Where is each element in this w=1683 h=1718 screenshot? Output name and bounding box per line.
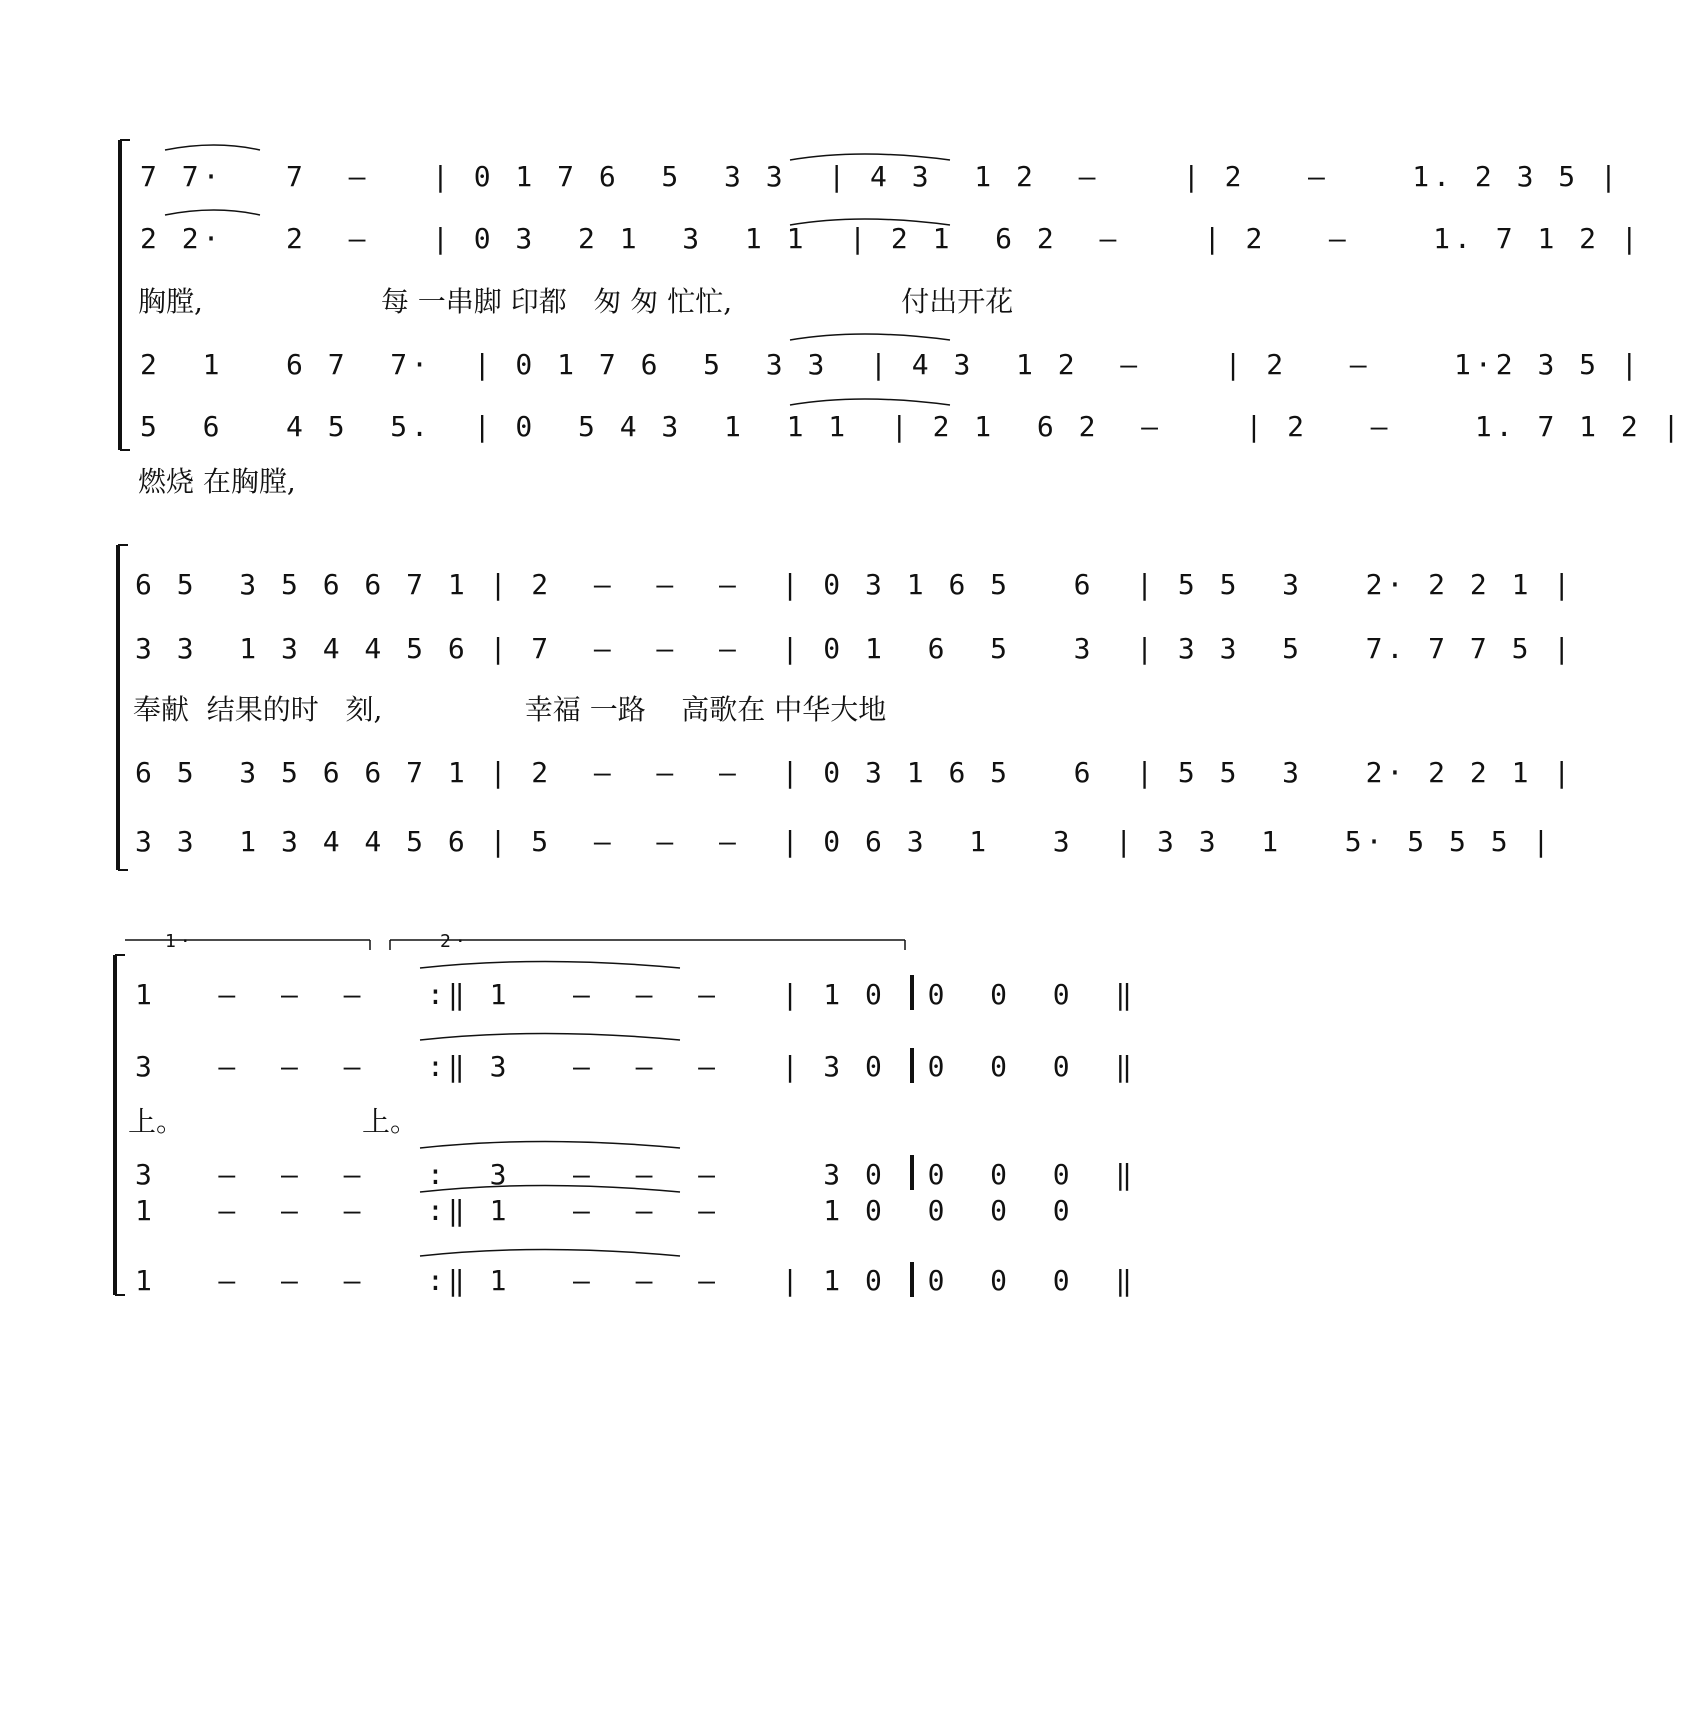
- system1-staff4: 5 6 4 5 5. | 0 5 4 3 1 1 1 | 2 1 6 2 – | 2 – 1. 7 1 2 |: [140, 410, 1683, 443]
- system3-lyric1: 上。 上。: [128, 1105, 419, 1138]
- volta-1-label: 1·: [165, 931, 195, 952]
- system2-staff3: 6 5 3 5 6 6 7 1 | 2 – – – | 0 3 1 6 5 6 | 5 5 3 2· 2 2 1 |: [135, 756, 1575, 789]
- system1-staff1: 7 7· 7 – | 0 1 7 6 5 3 3 | 4 3 1 2 – | 2 – 1. 2 3 5 |: [140, 160, 1621, 193]
- system1-staff2: 2 2· 2 – | 0 3 2 1 3 1 1 | 2 1 6 2 – | 2 – 1. 7 1 2 |: [140, 222, 1642, 255]
- system2-staff4: 3 3 1 3 4 4 5 6 | 5 – – – | 0 6 3 1 3 | 3 3 1 5· 5 5 5 |: [135, 825, 1554, 858]
- system2-staff2: 3 3 1 3 4 4 5 6 | 7 – – – | 0 1 6 5 3 | 3 3 5 7. 7 7 5 |: [135, 632, 1575, 665]
- system3-staff2: 3 – – – :‖ 3 – – – | 3 0 0 0 0 ‖: [135, 1050, 1137, 1083]
- system3-staff1: 1 – – – :‖ 1 – – – | 1 0 0 0 0 ‖: [135, 978, 1137, 1011]
- system1-lyric2: 燃烧 在胸膛,: [138, 465, 296, 498]
- system1-staff3: 2 1 6 7 7· | 0 1 7 6 5 3 3 | 4 3 1 2 – | 2 – 1·2 3 5 |: [140, 348, 1642, 381]
- system3-staff3b: 1 – – – :‖ 1 – – – 1 0 0 0 0: [135, 1194, 1074, 1227]
- system3-staff4: 1 – – – :‖ 1 – – – | 1 0 0 0 0 ‖: [135, 1264, 1137, 1297]
- volta-2-label: 2·: [440, 931, 470, 952]
- system1-lyric1: 胸膛, 每 一串脚 印都 匆 匆 忙忙, 付出开花: [138, 285, 1014, 318]
- system3-staff3a: 3 – – – : 3 – – – 3 0 0 0 0 ‖: [135, 1158, 1137, 1191]
- system2-staff1: 6 5 3 5 6 6 7 1 | 2 – – – | 0 3 1 6 5 6 | 5 5 3 2· 2 2 1 |: [135, 568, 1575, 601]
- system2-lyric1: 奉献 结果的时 刻, 幸福 一路 高歌在 中华大地: [133, 693, 887, 726]
